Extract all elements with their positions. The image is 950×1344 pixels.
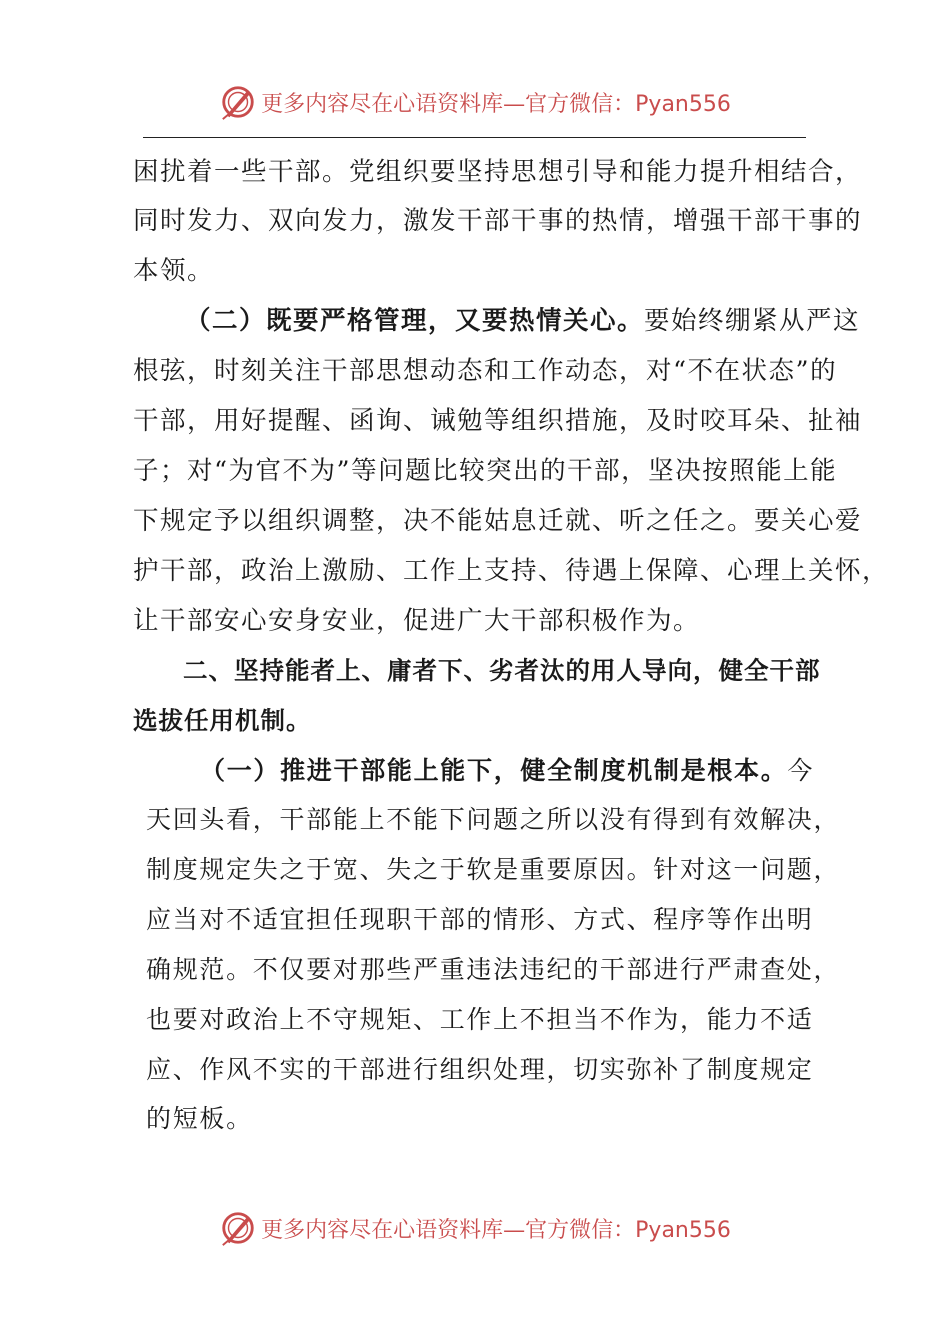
section-heading: 二、坚持能者上、庸者下、劣者汰的用人导向，健全干部 xyxy=(183,656,821,685)
para-heading-line xyxy=(185,306,860,336)
body-line: 确规范。不仅要对那些严重违法违纪的干部进行严肃查处， xyxy=(146,955,841,984)
header-rule xyxy=(143,137,806,138)
pen-circle-logo-icon xyxy=(219,1209,257,1247)
body-line: 下规定予以组织调整，决不能姑息迁就、听之任之。要关心爱 xyxy=(133,506,863,536)
body-line: 本领。 xyxy=(133,256,215,286)
body-line: 护干部，政治上激励、工作上支持、待遇上保障、心理上关怀， xyxy=(133,556,890,586)
para-heading-bold: （一）推进干部能上能下，健全制度机制是根本。 xyxy=(200,756,788,785)
watermark-text: 更多内容尽在心语资料库—官方微信：Pyan556 xyxy=(261,1217,731,1243)
section-heading-cont: 选拔任用机制。 xyxy=(133,706,312,735)
para-heading-rest: 要始终绷紧从严这 xyxy=(644,306,861,336)
body-line: 根弦，时刻关注干部思想动态和工作动态，对“不在状态”的 xyxy=(133,356,838,386)
body-line: 也要对政治上不守规矩、工作上不担当不作为，能力不适 xyxy=(146,1005,814,1034)
body-line: 天回头看，干部能上不能下问题之所以没有得到有效解决， xyxy=(146,805,841,834)
footer-watermark xyxy=(0,1206,950,1250)
body-line: 干部，用好提醒、函询、诫勉等组织措施，及时咬耳朵、扯袖 xyxy=(133,406,863,436)
body-line: 的短板。 xyxy=(146,1104,253,1133)
para-heading-line xyxy=(200,756,814,786)
header-watermark xyxy=(0,80,950,124)
body-line: 同时发力、双向发力，激发干部干事的热情，增强干部干事的 xyxy=(133,206,863,236)
para-heading-rest: 今 xyxy=(787,756,815,785)
body-line: 让干部安心安身安业，促进广大干部积极作为。 xyxy=(133,606,701,636)
body-line: 应当对不适宜担任现职干部的情形、方式、程序等作出明 xyxy=(146,905,814,934)
body-line: 困扰着一些干部。党组织要坚持思想引导和能力提升相结合， xyxy=(133,157,863,187)
body-line: 应、作风不实的干部进行组织处理，切实弥补了制度规定 xyxy=(146,1055,814,1084)
pen-circle-logo-icon xyxy=(219,83,257,121)
para-heading-bold: （二）既要严格管理，又要热情关心。 xyxy=(185,306,645,336)
body-line: 制度规定失之于宽、失之于软是重要原因。针对这一问题， xyxy=(146,855,841,884)
watermark-text: 更多内容尽在心语资料库—官方微信：Pyan556 xyxy=(261,91,731,117)
body-line: 子；对“为官不为”等问题比较突出的干部，坚决按照能上能 xyxy=(133,456,838,486)
